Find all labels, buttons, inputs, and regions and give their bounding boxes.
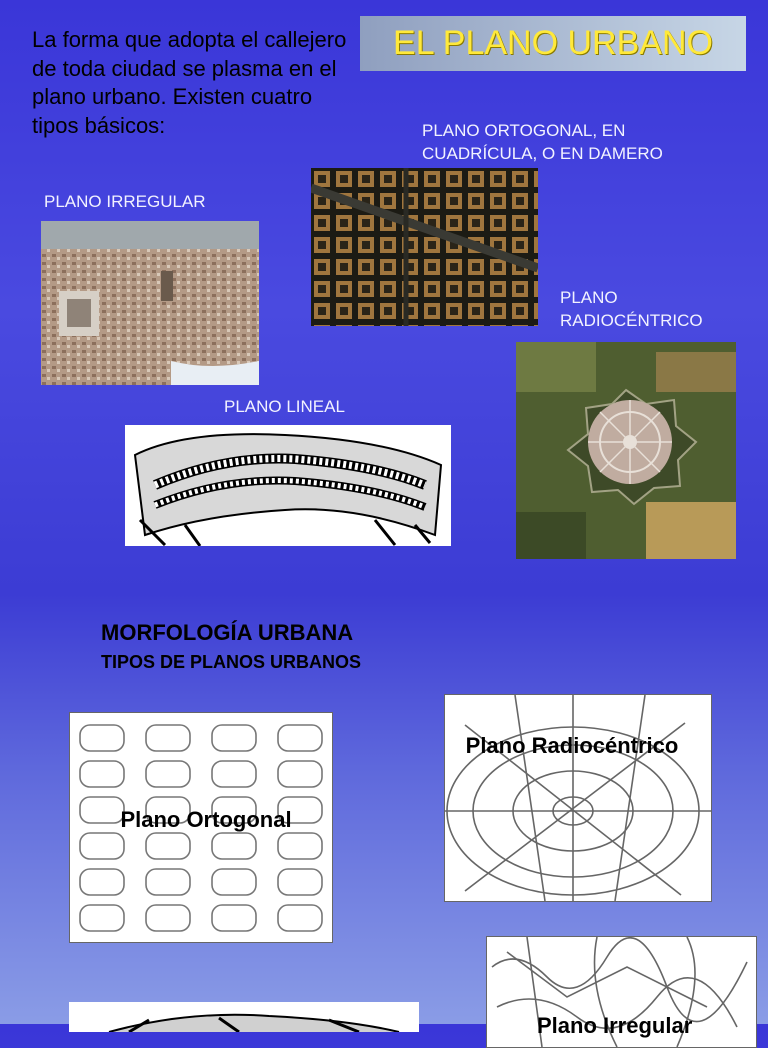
- grid-block: [278, 869, 322, 895]
- grid-block: [278, 833, 322, 859]
- irregular-aerial-photo: [41, 221, 259, 385]
- irregular-diagram-label: Plano Irregular: [537, 1013, 693, 1038]
- grid-block: [278, 761, 322, 787]
- lineal-plan-image: [125, 425, 451, 546]
- grid-block: [146, 761, 190, 787]
- grid-block: [80, 869, 124, 895]
- ortogonal-diagram: [69, 712, 333, 943]
- lineal-diagram-partial: [69, 1002, 419, 1032]
- grid-block: [212, 833, 256, 859]
- label-plano-ortogonal: PLANO ORTOGONAL, EN CUADRÍCULA, O EN DAMERO: [422, 121, 663, 163]
- grid-block: [80, 905, 124, 931]
- grid-block: [80, 761, 124, 787]
- radiocentrico-diagram-label: Plano Radiocéntrico: [465, 733, 679, 758]
- intro-text: La forma que adopta el callejero de toda ciudad se plasma en el plano urbano. Existen cuatro tipos básicos:: [32, 27, 347, 138]
- tipos-subheading: TIPOS DE PLANOS URBANOS: [101, 652, 362, 672]
- grid-block: [212, 869, 256, 895]
- page-title: EL PLANO URBANO: [360, 16, 746, 71]
- grid-block: [212, 725, 256, 751]
- morfologia-heading: MORFOLOGÍA URBANA: [101, 620, 354, 645]
- label-plano-lineal: PLANO LINEAL: [224, 397, 345, 416]
- grid-block: [146, 833, 190, 859]
- grid-block: [80, 725, 124, 751]
- grid-block: [278, 725, 322, 751]
- radiocentrico-diagram: [444, 694, 712, 902]
- grid-block: [146, 905, 190, 931]
- grid-block: [278, 905, 322, 931]
- grid-block: [146, 725, 190, 751]
- grid-block: [80, 833, 124, 859]
- ortogonal-diagram-label: Plano Ortogonal: [120, 807, 292, 832]
- label-plano-radiocentrico: PLANO RADIOCÉNTRICO: [560, 288, 703, 330]
- grid-block: [212, 761, 256, 787]
- grid-block: [146, 869, 190, 895]
- grid-block: [212, 905, 256, 931]
- label-plano-irregular: PLANO IRREGULAR: [44, 192, 206, 211]
- ortogonal-aerial-photo: [311, 168, 538, 326]
- radiocentrico-rings-drawing: [445, 695, 711, 901]
- radiocentrico-aerial-photo: [516, 342, 736, 559]
- irregular-diagram: [486, 936, 757, 1048]
